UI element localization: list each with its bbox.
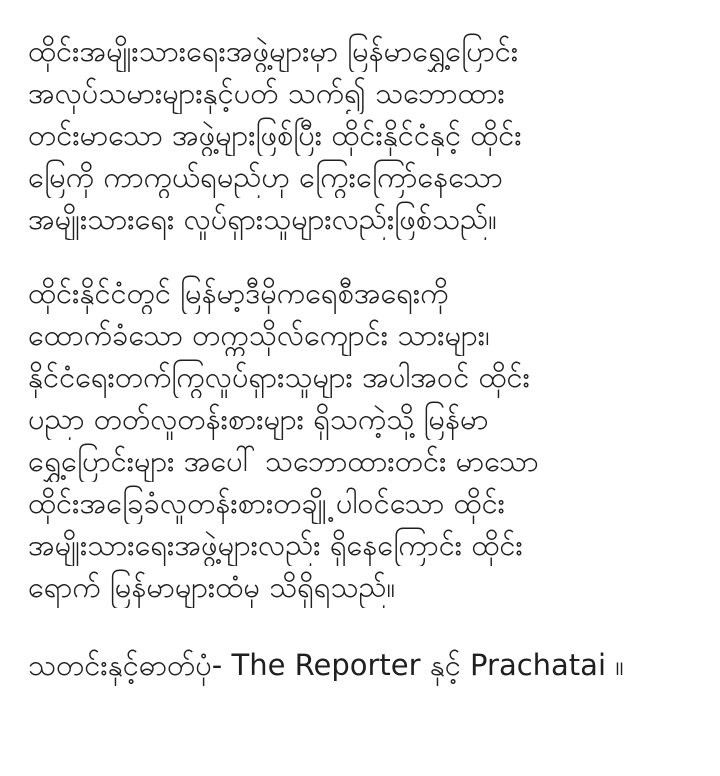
article-body (28, 30, 708, 686)
paragraph-line: ရောက် မြန်မာများထံမှ သိရှိရသည်။ (28, 570, 396, 604)
paragraph-line: အမျိုးသားရေး လှုပ်ရှားသူများလည်းဖြစ်သည်။ (28, 202, 497, 236)
paragraph-line: ထိုင်းအခြေခံလူတန်းစားတချို့ ပါဝင်သော ထိုင်း (28, 486, 506, 520)
paragraph-line: ရွှေ့ပြောင်းများ အပေါ် သဘောထားတင်း မာသော (28, 444, 539, 478)
paragraph-spacer (28, 240, 708, 272)
paragraph-line: ပညာ တတ်လူတန်းစားများ ရှိသကဲ့သို့ မြန်မာ (28, 402, 489, 436)
paragraph-spacer (28, 608, 708, 644)
paragraph-line: ထိုင်းအမျိုးသားရေးအဖွဲ့များမှာ မြန်မာရွှေ့ပြောင်း (28, 34, 519, 68)
paragraph-line: မြေကို ကာကွယ်ရမည်ဟု ကြွေးကြော်နေသော (28, 160, 503, 194)
paragraph-line: အလုပ်သမားများနှင့်ပတ် သက်၍ သဘောထား (28, 76, 505, 110)
paragraph-line: ထိုင်းနိုင်ငံတွင် မြန်မာ့ဒီမိုကရေစီအရေးကို (28, 276, 449, 310)
paragraph-1 (28, 30, 708, 240)
paragraph-line: တင်းမာသော အဖွဲ့များဖြစ်ပြီး ထိုင်းနိုင်ငံနှင့် ထိုင်း (28, 118, 522, 152)
paragraph-line: အမျိုးသားရေးအဖွဲ့များလည်း ရှိနေကြောင်း ထိုင်း (28, 528, 523, 562)
paragraph-2 (28, 272, 708, 608)
paragraph-line: နိုင်ငံရေးတက်ကြွလှုပ်ရှားသူများ အပါအဝင် ထိုင်း (28, 360, 531, 394)
paragraph-line: ထောက်ခံသော တက္ကသိုလ်ကျောင်း သားများ၊ (28, 318, 490, 352)
source-credit: သတင်းနှင့်ဓာတ်ပုံ- The Reporter နှင့် Prachatai ။ (28, 648, 625, 682)
